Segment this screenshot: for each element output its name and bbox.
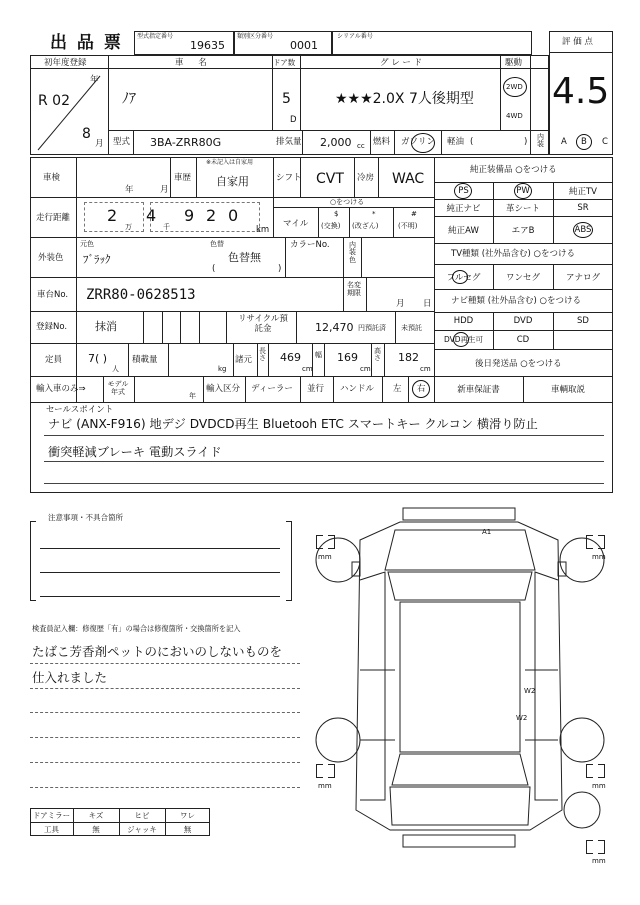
history-label: 車歴 [174,173,192,183]
change-paren-close: ) [278,264,282,274]
title-label: 名変期限 [347,281,361,297]
interior-b-circle [576,134,592,150]
inspector-label: 検査員記入欄：修復歴「有」の場合は修復箇所・交換箇所を記入 [32,624,241,633]
class-no: 0001 [290,39,318,52]
mm-label-3: mm [318,782,332,790]
mileage-digit-3: 9 [184,206,195,225]
score-label: 評 価 点 [562,37,593,47]
fuel-circle [411,133,435,153]
navi-empty [553,330,613,349]
first-reg-month: 8 [82,126,91,142]
color-change: 色替無 [228,251,261,264]
change-paren-open: ( [212,264,216,274]
interior-c: C [602,137,608,147]
grade-label: グ レ ー ド [380,58,423,68]
equip-ps-circle [454,183,472,199]
serial-label: シリアル番号 [337,33,373,40]
equip-navi: 純正ナビ [446,203,481,214]
shift: CVT [316,171,344,187]
history-note: ※未記入は自家用 [206,159,254,166]
capacity: 7( ) [88,352,108,365]
model-year-unit: 年 [189,392,196,400]
height-label: 高さ [374,347,381,363]
first-reg-year-unit: 年 [90,75,99,85]
dims-label: 諸元 [235,355,253,365]
load-kg: kg [218,365,227,373]
navi-hdd: HDD [453,316,474,326]
sales-label: セールスポイント [46,405,114,415]
title-month-unit: 月 [396,299,405,309]
load-label: 積載量 [132,355,158,365]
width-cm: cm [360,365,371,373]
orig-color-label: 元色 [80,240,94,248]
handle-right-circle [412,380,430,398]
equipment-title: 純正装備品 ○をつける [470,165,557,175]
equip-aw: 純正AW [448,225,479,236]
navi-dvd: DVD [513,316,533,326]
handle-label: ハンドル [340,384,375,394]
legend-r-1: 無 [92,824,100,834]
type-label: 型式 [113,137,131,147]
first-reg-label: 初年度登録 [44,58,87,68]
handle-right: 右 [417,384,426,394]
fuel-gasoline: ガソリン [401,137,436,147]
notes-line-1: たばこ芳香剤ペットのにおいのしないものを [32,644,283,659]
displacement-label: 排気量 [276,137,302,147]
diesel-paren-close: ) [524,137,528,147]
recycle-unit: 円預託済 [358,324,386,332]
drive-label: 駆動 [505,58,523,68]
drive-2wd: 2WD [506,83,523,91]
equip-sr: SR [577,202,589,213]
sales-line-2: 衝突軽減ブレーキ 電動スライド [48,445,222,459]
tamper-sym: * [372,210,376,218]
length: 469 [280,351,301,364]
exchange: (交換) [321,222,341,230]
equip-abs: ABS [574,224,592,235]
tv-analog: アナログ [565,272,600,283]
notes-label: 注意事項・不具合箇所 [48,513,123,522]
tv-full: フルセグ [446,272,481,283]
grade: ★★★2.0X 7人後期型 [335,91,474,107]
recycle-not-deposited: 未預託 [401,324,422,332]
legend-h-3: ワレ [180,810,195,820]
capacity-label: 定員 [45,355,63,365]
equip-abs-circle [573,222,593,238]
navi-dvd-playback: DVD再生可 [443,335,484,344]
score-value: 4.5 [552,71,610,112]
later-warranty: 新車保証書 [457,385,500,395]
color-change-label: 色替 [210,240,224,248]
first-reg-month-unit: 月 [95,139,104,149]
mm-label-1: mm [318,553,332,561]
mileage-digit-4: 2 [206,206,217,225]
inspection-month-unit: 月 [160,185,169,195]
equip-tv: 純正TV [568,186,597,197]
interior-label: 内装 [537,133,544,148]
tv-full-circle [452,270,468,284]
legend-r-2: ジャッキ [127,824,157,834]
mileage-man: 万 [125,223,132,231]
mileage-hint: ○をつける [330,198,365,206]
mileage-digit-1: 2 [107,206,118,225]
navi-dvd-circle [453,332,469,347]
equip-pw: PW [516,185,530,196]
model-no-label: 型式指定番号 [137,33,174,40]
shift-label: シフト [276,173,302,183]
legend-h-1: キズ [88,810,104,820]
mileage-digit-5: 0 [228,206,239,225]
inspection-label: 車検 [43,173,61,183]
length-cm: cm [302,365,313,373]
mm-label-2: mm [592,553,606,561]
color-label: 外装色 [38,253,64,263]
history: 自家用 [216,175,249,188]
exchange-sym: $ [334,210,339,218]
reg-no: 抹消 [95,320,117,333]
color-code-label: カラーNo. [290,240,330,250]
mileage-km: km [256,225,270,235]
notes-line-2: 仕入れました [32,670,108,685]
interior-b: B [581,137,587,147]
fuel-label: 燃料 [373,137,391,147]
navi-title: ナビ種類 (社外品含む) ○をつける [451,296,581,306]
tv-title: TV種類 (社外品含む) ○をつける [451,249,575,259]
mileage-label: 走行距離 [36,213,71,223]
damage-mark-w2-b: W2 [516,714,528,722]
sales-line-1: ナビ (ANX-F916) 地デジ DVDCD再生 Bluetooh ETC スマートキー クルコン 横滑り防止 [48,417,538,431]
diesel-paren-open: ( [470,137,474,147]
model-type: 3BA-ZRR80G [150,136,222,149]
car-name: ﾉｱ [122,91,136,107]
recycle-amount: 12,470 [315,321,354,334]
equip-airbag: エアB [511,225,535,236]
car-name-label: 車 名 [175,58,213,68]
unknown-sym: # [411,210,417,218]
mileage-digit-2: 4 [146,206,157,225]
chassis-label: 車台No. [37,290,69,300]
door-count: 5 [282,91,291,107]
capacity-unit: 人 [112,365,119,373]
legend-r-0: 工具 [44,824,59,834]
model-no: 19635 [190,39,225,52]
car-diagram [300,500,640,895]
height-cm: cm [420,365,431,373]
length-label: 長さ [259,347,266,363]
legend-h-2: ヒビ [134,810,150,820]
handle-left: 左 [393,384,402,394]
tamper: (改ざん) [352,222,379,230]
unknown: (不明) [398,222,418,230]
disp-unit: cc [357,142,365,150]
class-no-label: 類別区分番号 [237,33,274,40]
inspection-year-unit: 年 [125,185,134,195]
mm-label-5: mm [592,857,606,865]
navi-cd: CD [516,334,530,345]
later-title: 後日発送品 ○をつける [475,359,562,369]
interior-color-label: 内装色 [349,241,356,264]
displacement: 2,000 [320,136,352,149]
equip-ps: PS [458,185,469,196]
fuel-diesel: 軽油 [447,137,465,147]
drive-4wd: 4WD [506,112,523,120]
damage-mark-w2-a: W2 [524,687,536,695]
import-class-label: 輸入区分 [206,384,241,394]
mm-label-4: mm [592,782,606,790]
mileage-sen: 千 [163,223,170,231]
navi-sd: SD [577,316,589,326]
form-title: 出 品 票 [50,33,123,53]
equip-leather: 革シート [505,203,540,214]
tv-oneseg: ワンセグ [505,272,540,283]
import-parallel: 並行 [307,384,325,394]
import-dealer: ディーラー [251,384,293,394]
ac-label: 冷房 [357,173,375,183]
interior-a: A [561,137,567,147]
model-year-label: モデル年式 [107,380,129,397]
door-sub: D [290,115,297,125]
recycle-label: リサイクル預託金 [238,314,288,334]
orig-color: ﾌﾞﾗｯｸ [83,253,111,266]
title-day-unit: 日 [423,299,432,309]
drive-2wd-circle [503,77,527,97]
width-label: 幅 [315,351,322,359]
width: 169 [337,351,358,364]
mileage-mile: マイル [283,219,309,229]
door-count-label: ドア数 [273,58,296,67]
first-reg-era: R 02 [38,93,70,109]
later-manual: 車輌取説 [550,385,585,395]
equip-pw-circle [514,183,532,199]
chassis-number: ZRR80-0628513 [86,287,196,303]
ac: WAC [392,171,425,187]
height: 182 [398,351,419,364]
damage-mark-a1: A1 [482,528,492,536]
import-label: 輸入車のみ⇒ [36,384,86,394]
legend-h-0: ドアミラー [32,810,71,820]
legend-r-3: 無 [183,824,192,834]
reg-no-label: 登録No. [36,322,68,332]
